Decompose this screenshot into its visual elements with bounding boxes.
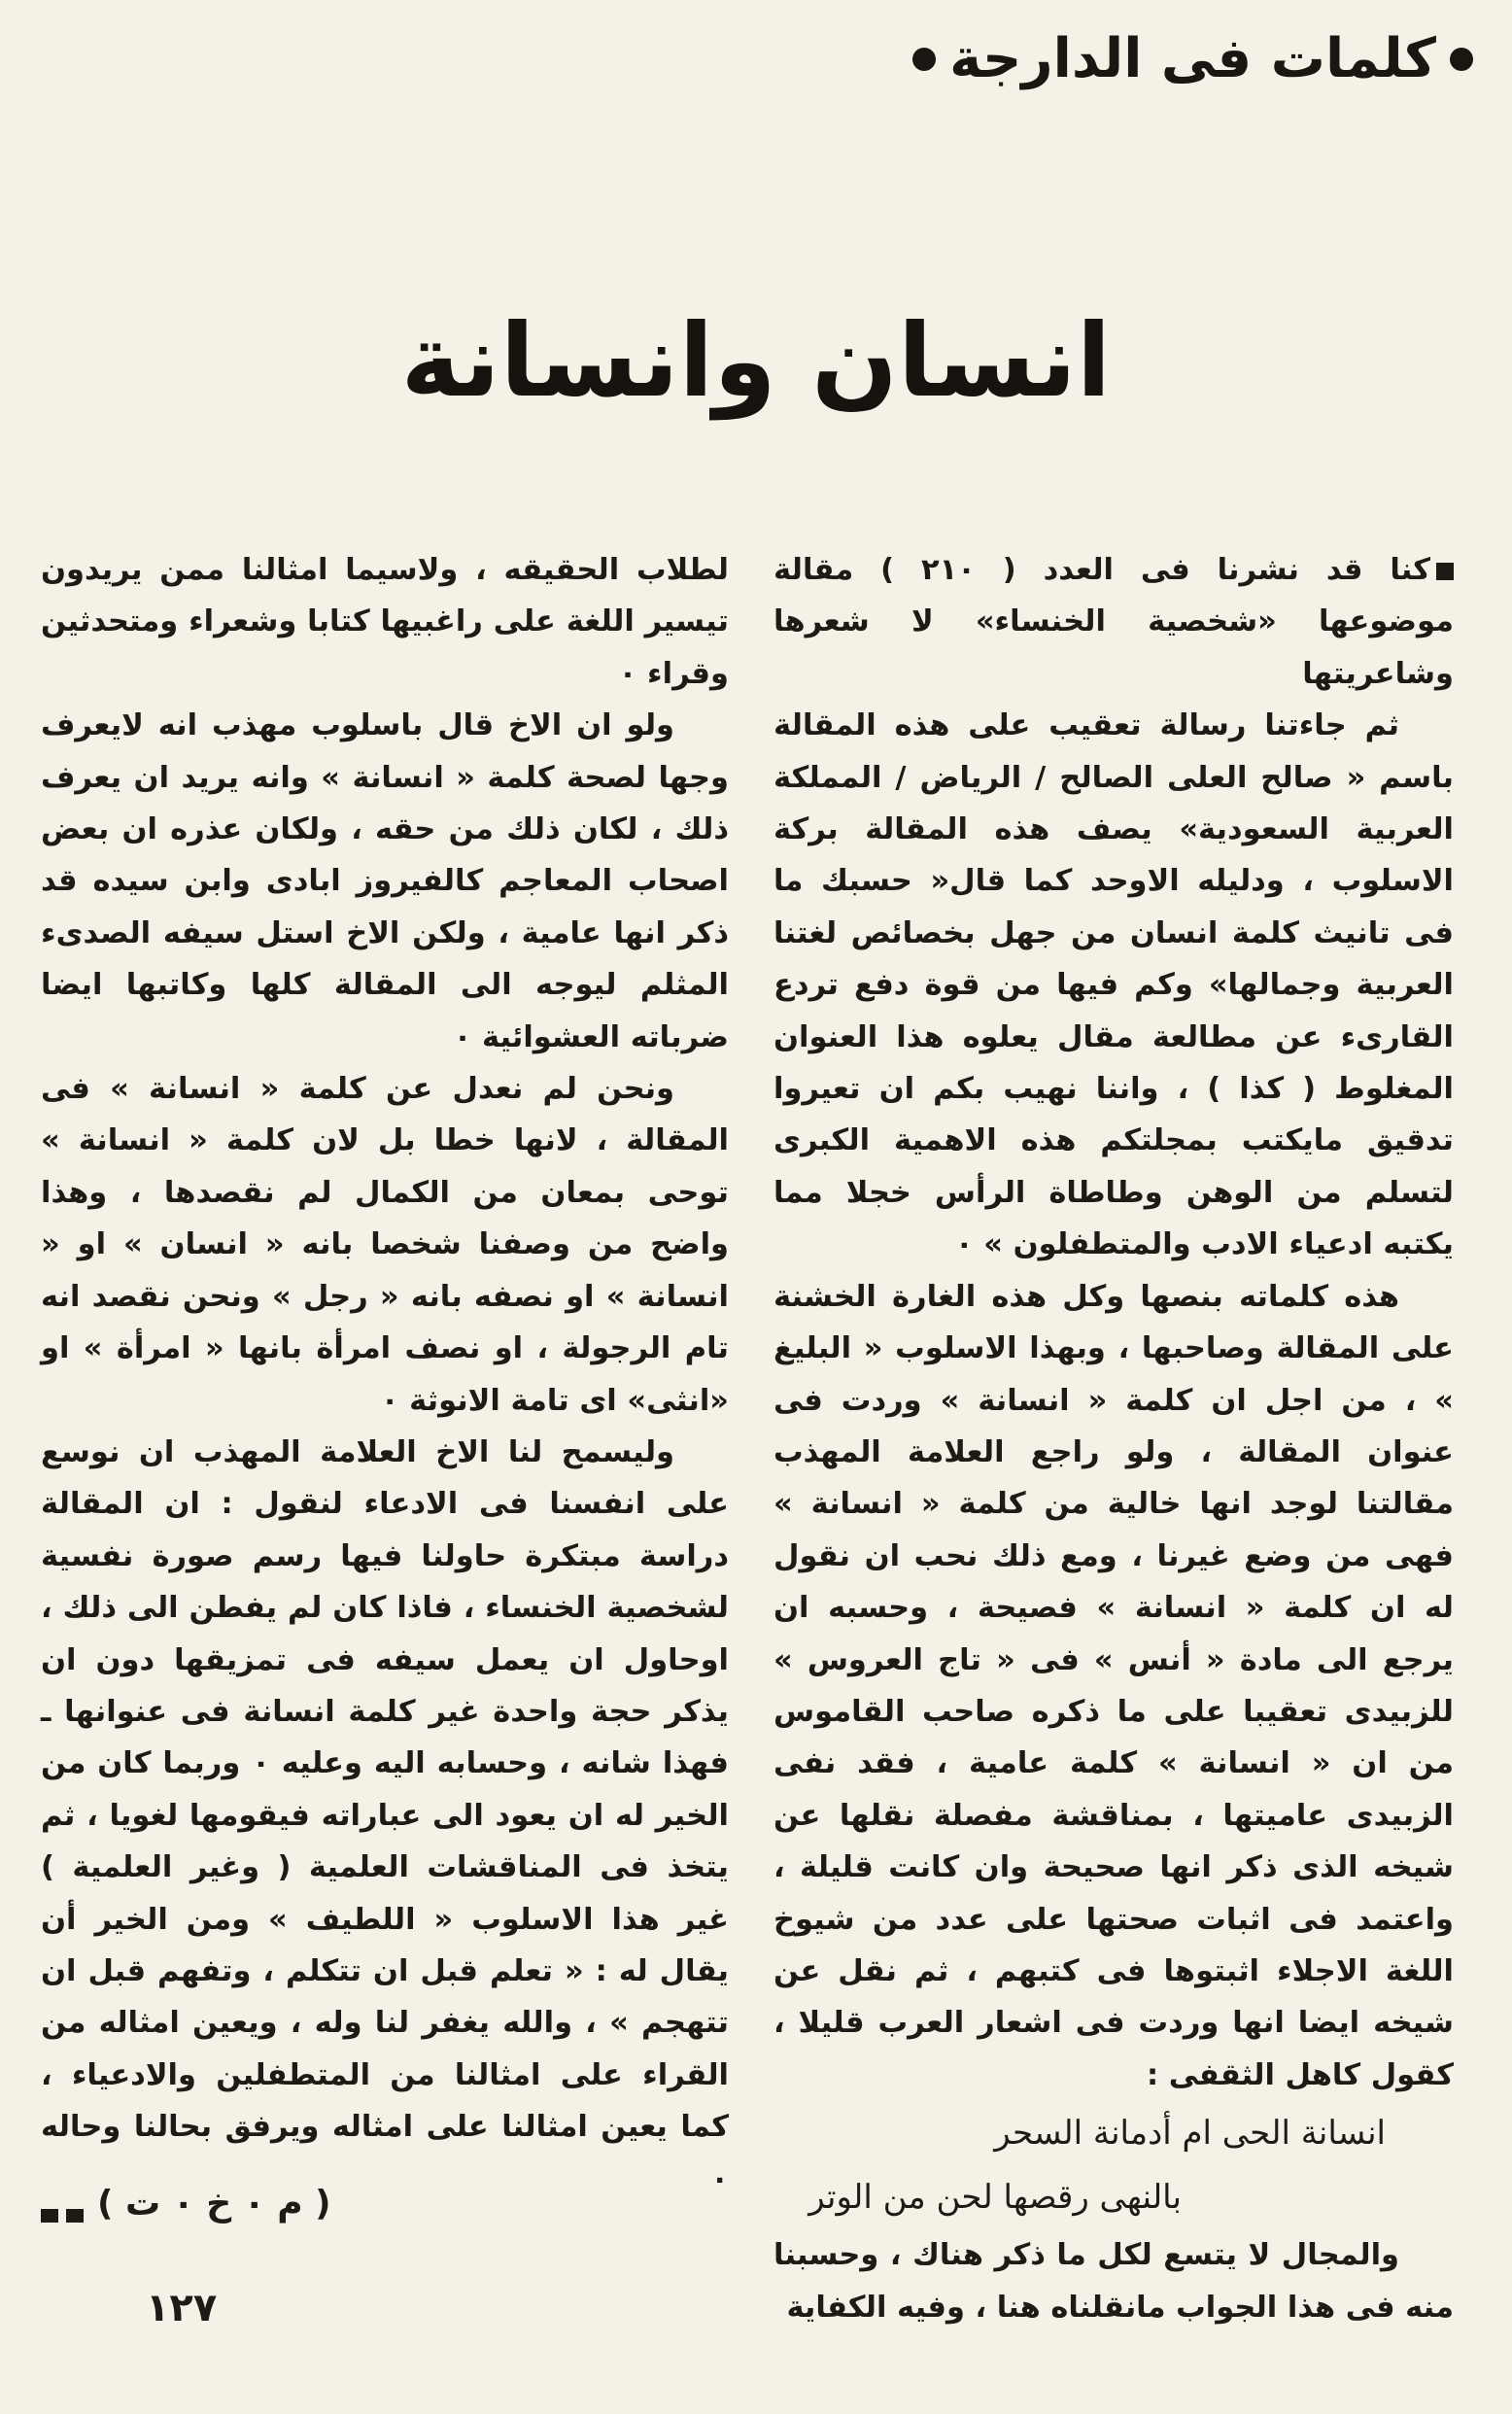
- right-column: [773, 544, 1454, 2333]
- paragraph: هذه كلماته بنصها وكل هذه الغارة الخشنة على المقالة وصاحبها ، وبهذا الاسلوب « البليغ » ، من اجل ان كلمة « انسانة » وردت فى عنوان المقالة ، ولو راجع العلامة المهذب مقالتنا لوجد انها خالية من كلمة « انسانة » فهى من وضع غيرنا ، ومع ذلك نحب ان نقول له ان كلمة « انسانة » فصيحة ، وحسبه ان يرجع الى مادة « أنس » فى « تاج العروس » للزبيدى تعقيبا على ما ذكره صاحب القاموس من ان « انسانة » كلمة عامية ، فقد نفى الزبيدى عاميتها ، بمناقشة مفصلة نقلها عن شيخه الذى ذكر انها صحيحة وان كانت قليلة ، واعتمد فى اثبات صحتها على عدد من شيوخ اللغة الاجلاء اثبتوها فى كتبهم ، ثم نقل عن شيخه ايضا انها وردت فى اشعار العرب قليلا ، كقول كاهل الثقفى :: [773, 1279, 1454, 2092]
- left-column: [41, 544, 729, 2223]
- bullet-icon: [1450, 48, 1473, 71]
- section-header: [912, 27, 1473, 90]
- article-title: انسان وانسانة: [400, 301, 1112, 420]
- paragraph: ولو ان الاخ قال باسلوب مهذب انه لايعرف وجها لصحة كلمة « انسانة » وانه يريد ان يعرف ذلك ، لكان ذلك من حقه ، ولكان عذره ان بعض اصحاب المعاجم كالفيروز ابادى وابن سيده قد ذكر انها عامية ، ولكن الاخ استل سيفه الصدىء المثلم ليوجه الى المقالة كلها وكاتبها ايضا ضرباته العشوائية ٠: [41, 708, 729, 1054]
- bullet-icon: [912, 48, 936, 71]
- page-number: ١٢٧: [146, 2286, 218, 2330]
- paragraph: لطلاب الحقيقه ، ولاسيما امثالنا ممن يريدون تيسير اللغة على راغبيها كتابا وشعراء ومتحدثين وقراء ٠: [41, 553, 729, 691]
- verse-line: انسانة الحى ام أدمانة السحر: [994, 2114, 1386, 2154]
- section-label: كلمات فى الدارجة: [949, 27, 1436, 90]
- paragraph: ثم جاءتنا رسالة تعقيب على هذه المقالة باسم « صالح العلى الصالح / الرياض / المملكة العربية السعودية» يصف هذه المقالة بركة الاسلوب ، ودليله الاوحد كما قال« حسبك ما فى تانيث كلمة انسان من جهل بخصائص لغتنا العربية وجمالها» وكم فيها من قوة دفع تردع القارىء عن مطالعة مقال يعلوه هذا العنوان المغلوط ( كذا ) ، واننا نهيب بكم ان تعيروا تدقيق مايكتب بمجلتكم هذه الاهمية الكبرى لتسلم من الوهن وطاطاة الرأس خجلا مما يكتبه ادعياء الادب والمتطفلون » ٠: [773, 708, 1454, 1262]
- paragraph: ونحن لم نعدل عن كلمة « انسانة » فى المقالة ، لانها خطا بل لان كلمة « انسانة » توحى بمعان من الكمال لم نقصدها ، وهذا واضح من وصفنا شخصا بانه « انسان » او « انسانة » او نصفه بانه « رجل » ونحن نقصد انه تام الرجولة ، او نصف امرأة بانها « امرأة » او «انثى» اى تامة الانوثة ٠: [41, 1072, 729, 1418]
- paragraph: والمجال لا يتسع لكل ما ذكر هناك ، وحسبنا منه فى هذا الجواب مانقلناه هنا ، وفيه الكفاية: [773, 2238, 1454, 2325]
- verse-line: بالنهى رقصها لحن من الوتر: [808, 2178, 1182, 2218]
- paragraph: كنا قد نشرنا فى العدد ( ٢١٠ ) مقالة موضوعها «شخصية الخنساء» لا شعرها وشاعريتها: [773, 553, 1454, 691]
- square-marker-icon: [1436, 563, 1454, 580]
- author-signature: ( م ٠ خ ٠ ت ): [97, 2184, 331, 2224]
- paragraph: وليسمح لنا الاخ العلامة المهذب ان نوسع على انفسنا فى الادعاء لنقول : ان المقالة دراسة مبتكرة حاولنا فيها رسم صورة نفسية لشخصية الخنساء ، فاذا كان لم يفطن الى ذلك ، اوحاول ان يعمل سيفه فى تمزيقها دون ان يذكر حجة واحدة غير كلمة انسانة فى عنوانها ـ فهذا شانه ، وحسابه اليه وعليه ٠ وربما كان من الخير له ان يعود الى عباراته فيقومها لغويا ، ثم يتخذ فى المناقشات العلمية ( وغير العلمية ) غير هذا الاسلوب « اللطيف » ومن الخير أن يقال له : « تعلم قبل ان تتكلم ، وتفهم قبل ان تتهجم » ، والله يغفر لنا وله ، ويعين امثاله من القراء على امثالنا من المتطفلين والادعياء ، كما يعين امثالنا على امثاله ويرفق بحالنا وحاله ٠: [41, 1434, 729, 2196]
